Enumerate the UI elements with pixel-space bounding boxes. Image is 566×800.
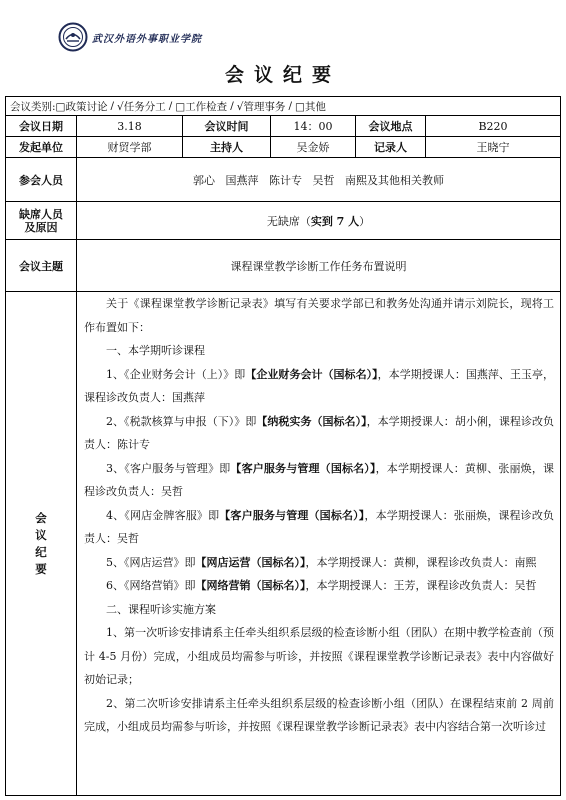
attendees-value: 郭心 国燕萍 陈计专 吴哲 南熙及其他相关教师 xyxy=(193,173,444,187)
host-value: 吴金娇 xyxy=(271,137,356,157)
absent-value: 无缺席（ 实到 7 人 ） xyxy=(266,214,371,228)
meeting-type-label: 会议类别: xyxy=(10,100,56,113)
place-value: B220 xyxy=(478,119,508,133)
topic-row xyxy=(6,240,560,292)
meeting-info-row xyxy=(6,116,560,137)
meeting-type-row: 会议类别: □政策讨论 / √任务分工 / □工作检查 / √管理事务 / □其他 xyxy=(6,97,560,116)
meeting-type-option: □工作检查 xyxy=(175,100,228,113)
page-title: 会议纪要 xyxy=(224,64,341,86)
meeting-type-option: □其他 xyxy=(294,100,326,113)
date-label: 会议日期 xyxy=(6,116,77,136)
course-item: 3、《客户服务与管理》即【客户服务与管理（国标名）】，本学期授课人：黄柳、张丽焕，课程诊改负责人：吴哲 xyxy=(84,461,555,498)
attendees-row xyxy=(6,158,560,202)
absent-row xyxy=(6,202,560,240)
school-logo xyxy=(58,22,202,52)
absent-label: 缺席人员 及原因 xyxy=(6,202,77,239)
plan-paragraph: 1、第一次听诊安排请系主任牵头组织系层级的检查诊断小组（团队）在期中教学检查前（预计 4-5 月份）完成，小组成员均需参与听诊，并按照《课程课堂教学诊断记录表》表中内容做好初始记录； xyxy=(84,626,554,686)
minutes-label: 会 议 纪 要 xyxy=(6,292,77,795)
time-value: 14：00 xyxy=(271,116,356,136)
minutes-row xyxy=(6,292,560,795)
meeting-organizer-row xyxy=(6,137,560,158)
meeting-type-option: √管理事务 xyxy=(236,100,286,113)
school-name: 武汉外语外事职业学院 xyxy=(92,33,202,45)
place-label: 会议地点 xyxy=(356,116,426,136)
section-heading: 一、本学期听诊课程 xyxy=(106,344,205,357)
time-label: 会议时间 xyxy=(183,116,271,136)
course-item: 6、《网络营销》即【网络营销（国标名）】，本学期授课人：王芳，课程诊改负责人：吴哲 xyxy=(106,579,537,592)
topic-value: 课程课堂教学诊断工作任务布置说明 xyxy=(230,259,407,273)
recorder-label: 记录人 xyxy=(356,137,426,157)
meeting-type-option: √任务分工 xyxy=(117,100,166,113)
section-heading: 二、课程听诊实施方案 xyxy=(106,602,216,616)
course-item: 1、《企业财务会计（上）》即【企业财务会计（国标名）】，本学期授课人：国燕萍、王玉亭，课程诊改负责人：国燕萍 xyxy=(84,367,555,404)
host-label: 主持人 xyxy=(183,137,271,157)
course-item: 5、《网店运营》即【网店运营（国标名）】，本学期授课人：黄柳，课程诊改负责人：南熙 xyxy=(106,555,537,569)
topic-label: 会议主题 xyxy=(6,240,77,291)
minutes-table xyxy=(5,96,561,796)
plan-paragraph: 2、第二次听诊安排请系主任牵头组织系层级的检查诊断小组（团队）在课程结束前 2 周前完成，小组成员均需参与听诊，并按照《课程课堂教学诊断记录表》表中内容结合第一次听诊过 xyxy=(84,696,554,733)
intro-paragraph: 关于《课程课堂教学诊断记录表》填写有关要求学部已和教务处沟通并请示刘院长，现将工作布置如下： xyxy=(84,297,554,334)
dept-label: 发起单位 xyxy=(6,137,77,157)
minutes-content xyxy=(77,292,560,795)
course-item: 2、《税款核算与申报（下）》即【纳税实务（国标名）】，本学期授课人：胡小俐，课程诊改负责人：陈计专 xyxy=(84,414,555,451)
course-item: 4、《网店金牌客服》即【客户服务与管理（国标名）】，本学期授课人：张丽焕，课程诊改负责人：吴哲 xyxy=(84,508,555,545)
attendees-label: 参会人员 xyxy=(6,158,77,201)
meeting-type-option: □政策讨论 xyxy=(55,100,108,113)
dept-value: 财贸学部 xyxy=(77,137,183,157)
college-emblem-icon xyxy=(58,22,88,52)
attendance-count: 实到 7 人 xyxy=(310,214,360,228)
recorder-value: 王晓宁 xyxy=(476,141,510,154)
date-value: 3.18 xyxy=(77,116,183,136)
